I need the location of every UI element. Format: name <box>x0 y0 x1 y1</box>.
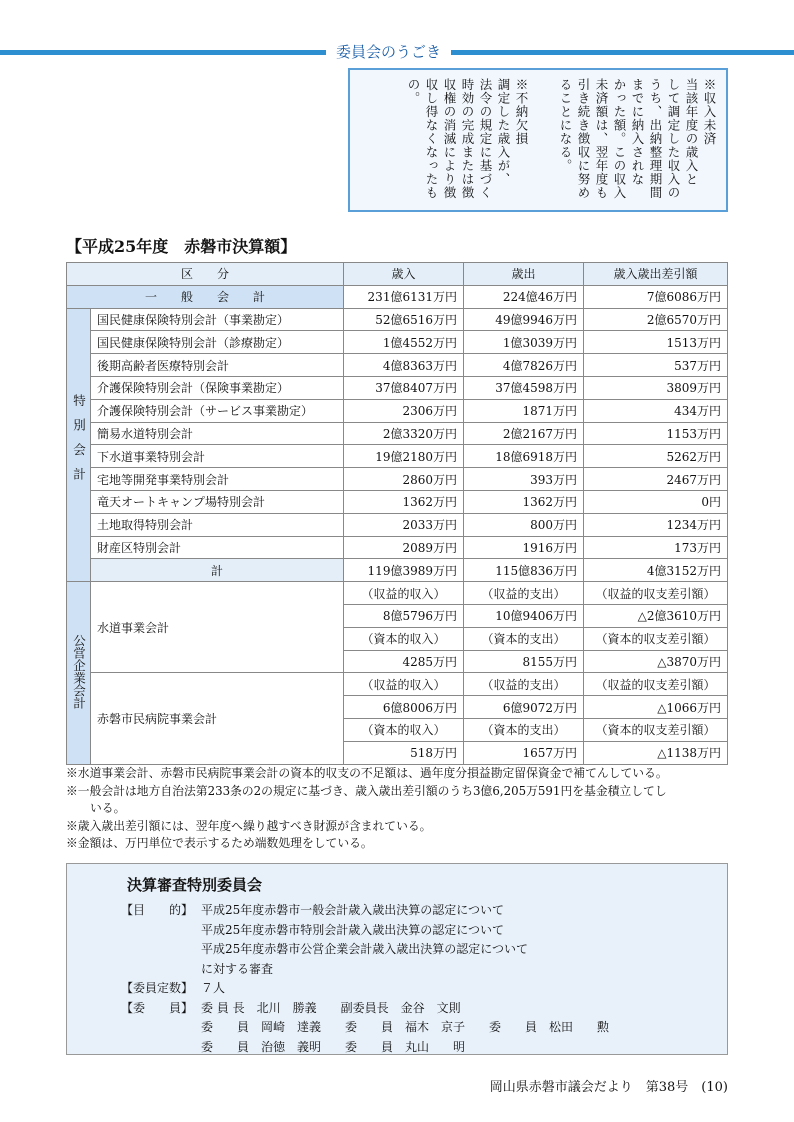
cell: 4億7826万円 <box>464 354 584 377</box>
glossary-line: うち、出納整理期間 <box>648 78 663 200</box>
note-line: いる。 <box>90 801 126 815</box>
cell: 1657万円 <box>464 741 584 764</box>
glossary-line: 収権の消滅により徴 <box>442 78 457 200</box>
table-row <box>67 513 728 536</box>
members-label: 【委 員】 <box>121 1000 194 1015</box>
glossary-line: までに納入されな <box>630 78 645 186</box>
note-line: ※歳入歳出差引額には、翌年度へ繰り越すべき財源が含まれている。 <box>66 818 432 833</box>
table-row <box>67 308 728 331</box>
purpose-label: 【目 的】 <box>121 903 194 917</box>
cell: 115億836万円 <box>464 559 584 582</box>
members-value: 委 員 治徳 義明 委 員 丸山 明 <box>201 1039 466 1054</box>
table-row <box>67 673 728 696</box>
quota-value: ７人 <box>201 981 226 995</box>
note-line: ※金額は、万円単位で表示するため端数処理をしている。 <box>66 836 373 850</box>
water-account-label: 水道事業会計 <box>91 582 344 673</box>
table-header-row <box>67 263 728 286</box>
cell: （収益的収支差引額） <box>584 673 728 696</box>
members-row <box>121 1038 711 1058</box>
glossary-line: 調定した歳入が、 <box>496 78 511 186</box>
glossary-line: の。 <box>406 78 421 105</box>
cell: 49億9946万円 <box>464 308 584 331</box>
cell: △3870万円 <box>584 650 728 673</box>
cell: △1066万円 <box>584 696 728 719</box>
header-balance: 歳入歳出差引額 <box>584 263 728 286</box>
cell: 10億9406万円 <box>464 604 584 627</box>
row-label: 土地取得特別会計 <box>91 513 344 536</box>
row-label: 介護保険特別会計（サービス事業勘定） <box>91 399 344 422</box>
members-value: 委 員 岡崎 達義 委 員 福木 京子 委 員 松田 勲 <box>201 1020 610 1034</box>
table-row <box>67 376 728 399</box>
cell: 518万円 <box>344 741 464 764</box>
glossary-box <box>348 68 728 212</box>
header-category: 区 分 <box>67 263 344 286</box>
cell: 4285万円 <box>344 650 464 673</box>
row-label: 財産区特別会計 <box>91 536 344 559</box>
cell: 231億6131万円 <box>344 285 464 308</box>
section-title: 【平成25年度 赤磐市決算額】 <box>66 237 297 256</box>
cell: △2億3610万円 <box>584 604 728 627</box>
cell: 2467万円 <box>584 468 728 491</box>
table-notes <box>66 765 736 853</box>
page-footer: 岡山県赤磐市議会だより 第38号 (10) <box>489 1080 728 1095</box>
general-account-label: 一 般 会 計 <box>67 285 344 308</box>
public-enterprise-side-label: 公営企業会計 <box>67 582 91 764</box>
cell: 1362万円 <box>464 490 584 513</box>
cell: 0円 <box>584 490 728 513</box>
purpose-row <box>121 940 711 960</box>
table-row <box>67 468 728 491</box>
cell: （資本的収入） <box>344 627 464 650</box>
cell: 1513万円 <box>584 331 728 354</box>
cell: 1億3039万円 <box>464 331 584 354</box>
quota-label: 【委員定数】 <box>121 981 194 995</box>
cell: 52億6516万円 <box>344 308 464 331</box>
cell: 1153万円 <box>584 422 728 445</box>
glossary-head-funo: ※不納欠損 <box>514 78 529 146</box>
row-label: 宅地等開発事業特別会計 <box>91 468 344 491</box>
cell: （収益的支出） <box>464 582 584 605</box>
cell: 3809万円 <box>584 376 728 399</box>
row-label: 国民健康保険特別会計（診療勘定） <box>91 331 344 354</box>
header-expenditure: 歳出 <box>464 263 584 286</box>
cell: （資本的収入） <box>344 718 464 741</box>
table-row <box>67 422 728 445</box>
purpose-value: に対する審査 <box>201 961 274 976</box>
cell: 18億6918万円 <box>464 445 584 468</box>
committee-box <box>66 863 728 1055</box>
cell: 8155万円 <box>464 650 584 673</box>
cell: 1871万円 <box>464 399 584 422</box>
cell: 7億6086万円 <box>584 285 728 308</box>
cell: 224億46万円 <box>464 285 584 308</box>
cell: 1億4552万円 <box>344 331 464 354</box>
cell: 1234万円 <box>584 513 728 536</box>
cell: 1362万円 <box>344 490 464 513</box>
general-account-row <box>67 285 728 308</box>
table-row <box>67 354 728 377</box>
special-total-row <box>67 559 728 582</box>
note-line: ※水道事業会計、赤磐市民病院事業会計の資本的収支の不足額は、過年度分損益勘定留保資金で補てんしている。 <box>66 766 668 780</box>
cell: 8億5796万円 <box>344 604 464 627</box>
table-row <box>67 445 728 468</box>
purpose-row <box>121 960 711 980</box>
cell: 2億2167万円 <box>464 422 584 445</box>
purpose-value: 平成25年度赤磐市一般会計歳入歳出決算の認定について <box>201 903 505 917</box>
members-value: 委 員 長 北川 勝義 副委員長 金谷 文則 <box>201 1000 461 1015</box>
cell: 4億3152万円 <box>584 559 728 582</box>
cell: 119億3989万円 <box>344 559 464 582</box>
cell: 4億8363万円 <box>344 354 464 377</box>
cell: （収益的収支差引額） <box>584 582 728 605</box>
cell: 800万円 <box>464 513 584 536</box>
glossary-line: 収し得なくなったも <box>424 78 439 200</box>
cell: 434万円 <box>584 399 728 422</box>
glossary-line: 法令の規定に基づく <box>478 78 493 200</box>
cell: 37億8407万円 <box>344 376 464 399</box>
row-label: 竜天オートキャンプ場特別会計 <box>91 490 344 513</box>
hospital-account-label: 赤磐市民病院事業会計 <box>91 673 344 764</box>
cell: （資本的収支差引額） <box>584 627 728 650</box>
cell: （資本的収支差引額） <box>584 718 728 741</box>
cell: 1916万円 <box>464 536 584 559</box>
cell: 393万円 <box>464 468 584 491</box>
special-account-side-label: 特別会計 <box>67 308 91 582</box>
cell: 2306万円 <box>344 399 464 422</box>
row-label: 簡易水道特別会計 <box>91 422 344 445</box>
committee-title: 決算審査特別委員会 <box>127 876 263 894</box>
cell: 6億8006万円 <box>344 696 464 719</box>
row-label: 介護保険特別会計（保険事業勘定） <box>91 376 344 399</box>
glossary-line: 時効の完成または徴 <box>460 78 475 200</box>
purpose-value: 平成25年度赤磐市公営企業会計歳入歳出決算の認定について <box>201 942 529 956</box>
cell: 2860万円 <box>344 468 464 491</box>
table-row <box>67 490 728 513</box>
cell: （収益的収入） <box>344 582 464 605</box>
purpose-row <box>121 921 711 941</box>
glossary-line: 未済額は、翌年度も <box>594 78 609 200</box>
table-row <box>67 331 728 354</box>
note-line: ※一般会計は地方自治法第233条の2の規定に基づき、歳入歳出差引額のうち3億6,205万591円を基金積立してし <box>66 783 667 798</box>
cell: （資本的支出） <box>464 627 584 650</box>
cell: 2億6570万円 <box>584 308 728 331</box>
cell: （収益的収入） <box>344 673 464 696</box>
cell: 173万円 <box>584 536 728 559</box>
row-label: 後期高齢者医療特別会計 <box>91 354 344 377</box>
settlement-table <box>66 262 728 765</box>
members-row <box>121 1018 711 1038</box>
purpose-row <box>121 901 711 921</box>
page-header <box>0 40 794 64</box>
glossary-line: して調定した収入の <box>666 78 681 200</box>
purpose-value: 平成25年度赤磐市特別会計歳入歳出決算の認定について <box>201 922 505 937</box>
cell: 2089万円 <box>344 536 464 559</box>
cell: 37億4598万円 <box>464 376 584 399</box>
header-title: 委員会のうごき <box>326 40 451 64</box>
cell: △1138万円 <box>584 741 728 764</box>
cell: 2033万円 <box>344 513 464 536</box>
header-revenue: 歳入 <box>344 263 464 286</box>
glossary-line: かった額。この収入 <box>612 78 627 200</box>
row-label: 下水道事業特別会計 <box>91 445 344 468</box>
table-row <box>67 399 728 422</box>
glossary-head-shuno: ※収入未済 <box>702 78 717 146</box>
members-row <box>121 999 711 1019</box>
special-total-label: 計 <box>91 559 344 582</box>
cell: 537万円 <box>584 354 728 377</box>
glossary-line: 引き続き徴収に努め <box>576 78 591 200</box>
table-row <box>67 582 728 605</box>
cell: 19億2180万円 <box>344 445 464 468</box>
quota-row <box>121 979 711 999</box>
row-label: 国民健康保険特別会計（事業勘定） <box>91 308 344 331</box>
cell: （資本的支出） <box>464 718 584 741</box>
glossary-line: ることになる。 <box>558 78 573 173</box>
cell: （収益的支出） <box>464 673 584 696</box>
glossary-line: 当該年度の歳入と <box>684 78 699 186</box>
table-row <box>67 536 728 559</box>
cell: 5262万円 <box>584 445 728 468</box>
cell: 2億3320万円 <box>344 422 464 445</box>
cell: 6億9072万円 <box>464 696 584 719</box>
